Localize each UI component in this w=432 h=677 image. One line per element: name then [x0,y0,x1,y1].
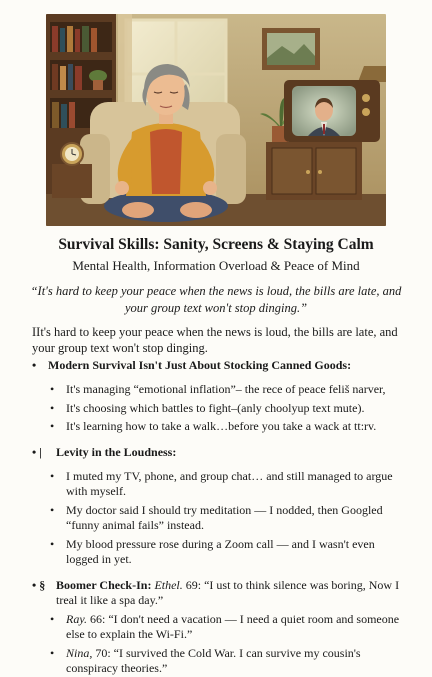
hero-illustration [46,14,386,226]
speaker-quote: 70: “I survived the Cold War. I can survive my cousin's conspiracy theories.” [66,645,361,675]
wall-picture-graphic [262,28,320,70]
list-item: • My doctor said I should try meditation — I nodded, then Googled “funny animal fails” instead. [50,502,383,532]
speaker-quote: 66: “I don't need a vacation — I need a quiet room and someone else to explain the Wi-Fi.” [66,611,400,641]
speaker-name: Nina, [66,645,93,660]
section-bullet: • | [32,444,42,459]
television-graphic [284,80,380,142]
section-heading: Levity in the Loudness: [56,444,177,459]
section-heading: Modern Survival Isn't Just About Stocking Canned Goods: [48,358,352,372]
page-subtitle: Mental Health, Information Overload & Peace of Mind [72,258,360,273]
section-heading: Boomer Check-In: [56,577,152,592]
section-levity [0,445,432,568]
tv-cabinet-graphic [266,142,362,200]
section-boomer-check-in [0,578,432,677]
speaker-name: Ethel. [154,577,183,592]
list-item: • It's managing “emotional inflation”– the rece of peace feliš narver, [50,382,386,396]
section-bullet: • § [32,577,46,592]
section-bullet: • [32,358,37,372]
list-item: • I muted my TV, phone, and group chat… and still managed to argue with myself. [50,468,393,498]
list-item: • Nina, 70: “I survived the Cold War. I can survive my cousin's conspiracy theories.” [50,645,361,675]
section-list [0,358,432,677]
list-item: • Ray. 66: “I don't need a vacation — I need a quiet room and someone else to explain the Wi-Fi.” [50,611,400,641]
speaker-name: Ray. [66,611,87,626]
list-item: • It's learning how to take a walk…before you take a wack at tt:rv. [50,419,377,433]
pull-quote: “It's hard to keep your peace when the news is loud, the bills are late, and your group text won't stop dinging.” [30,284,402,315]
section-modern-survival [0,358,432,435]
intro-paragraph: IIt's hard to keep your peace when the news is loud, the bills are late, and your group text won't stop dinging. [32,325,398,355]
page-title: Survival Skills: Sanity, Screens & Staying Calm [58,236,374,253]
section-lead [48,578,408,609]
speaker-quote: 69: “I ust to think silence was boring, Now I treal it like a spa day.” [56,577,400,607]
list-item: • My blood pressure rose during a Zoom call — and I wasn't even logged in yet. [50,536,375,566]
list-item: • It's choosing which battles to fight–(anly choolyup text mute). [50,400,365,415]
